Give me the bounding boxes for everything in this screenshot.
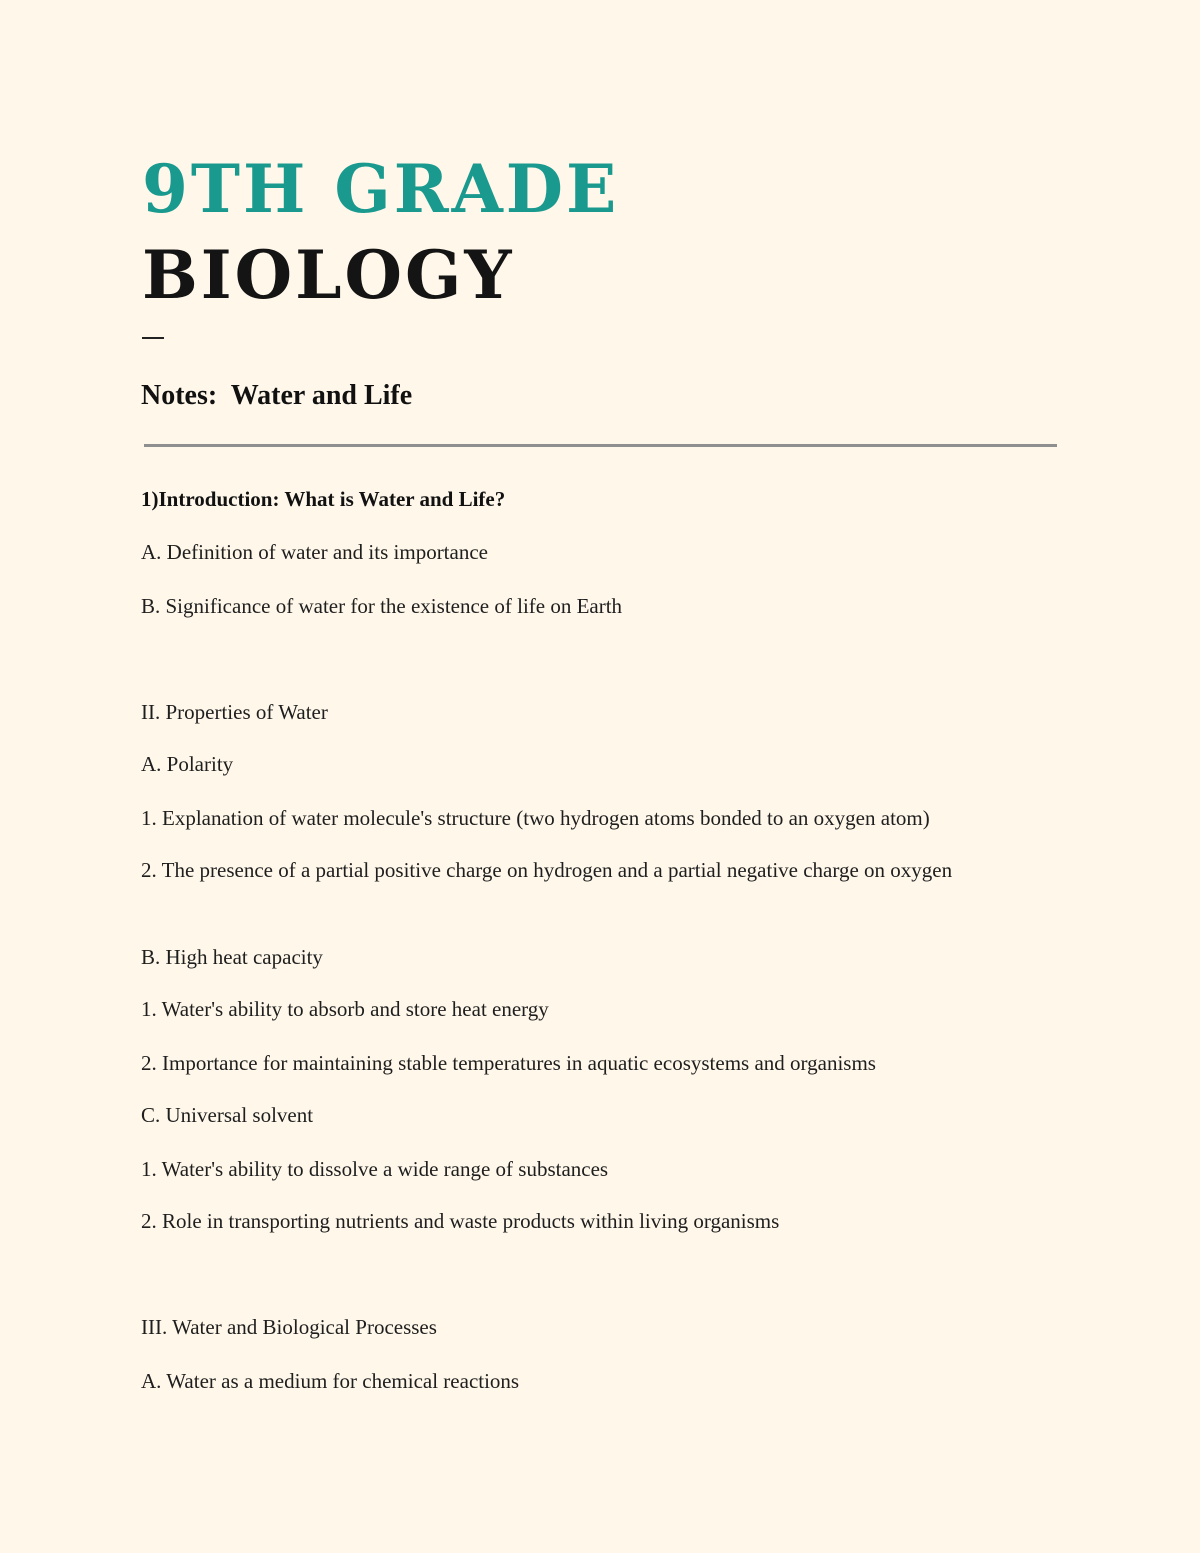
title-grade: 9TH GRADE — [142, 150, 620, 228]
section-heading-introduction: 1)Introduction: What is Water and Life? — [141, 487, 506, 511]
section-heading-biological-processes: III. Water and Biological Processes — [141, 1315, 437, 1339]
section-heading-properties: II. Properties of Water — [141, 700, 328, 724]
title-subject: BIOLOGY — [142, 236, 515, 314]
notes-subtitle: Notes: Water and Life — [141, 380, 413, 411]
list-item: 2. Role in transporting nutrients and waste products within living organisms — [141, 1209, 780, 1233]
list-item: A. Definition of water and its importance — [141, 540, 488, 564]
list-item: 2. The presence of a partial positive charge on hydrogen and a partial negative charge on oxygen — [141, 858, 953, 882]
list-item: A. Water as a medium for chemical reactions — [141, 1369, 520, 1393]
list-item: 1. Water's ability to dissolve a wide range of substances — [141, 1157, 609, 1181]
list-item: B. Significance of water for the existence of life on Earth — [141, 594, 623, 618]
list-item: B. High heat capacity — [141, 945, 323, 969]
horizontal-rule — [144, 444, 1057, 447]
list-item: 1. Explanation of water molecule's structure (two hydrogen atoms bonded to an oxygen atom) — [141, 806, 930, 830]
list-item: C. Universal solvent — [141, 1103, 314, 1127]
list-item: A. Polarity — [141, 752, 234, 776]
list-item: 1. Water's ability to absorb and store heat energy — [141, 997, 549, 1021]
list-item: 2. Importance for maintaining stable temperatures in aquatic ecosystems and organisms — [141, 1051, 876, 1075]
title-dash — [142, 337, 164, 339]
